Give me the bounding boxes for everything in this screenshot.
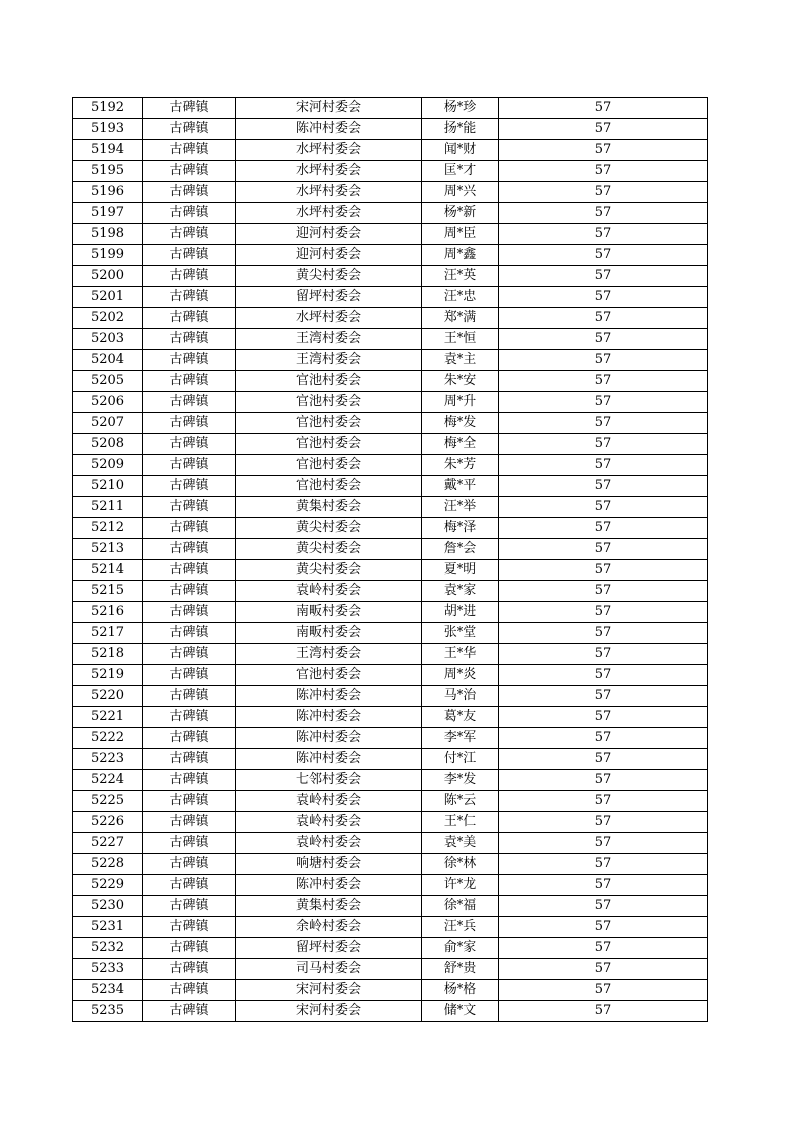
table-row: [73, 329, 708, 350]
row-number-cell: 5204: [73, 350, 143, 371]
person-name-cell: 杨*格: [422, 980, 499, 1001]
town-cell: 古碑镇: [143, 98, 236, 119]
amount-cell: 57: [499, 875, 708, 896]
table-row: [73, 455, 708, 476]
table-row: [73, 245, 708, 266]
town-cell: 古碑镇: [143, 266, 236, 287]
row-number-cell: 5232: [73, 938, 143, 959]
table-row: [73, 350, 708, 371]
table-row: [73, 791, 708, 812]
town-cell: 古碑镇: [143, 287, 236, 308]
amount-cell: 57: [499, 497, 708, 518]
row-number-cell: 5209: [73, 455, 143, 476]
person-name-cell: 汪*举: [422, 497, 499, 518]
village-committee-cell: 官池村委会: [236, 665, 422, 686]
table-row: [73, 203, 708, 224]
amount-cell: 57: [499, 476, 708, 497]
town-cell: 古碑镇: [143, 854, 236, 875]
town-cell: 古碑镇: [143, 770, 236, 791]
town-cell: 古碑镇: [143, 119, 236, 140]
village-committee-cell: 余岭村委会: [236, 917, 422, 938]
person-name-cell: 徐*林: [422, 854, 499, 875]
amount-cell: 57: [499, 812, 708, 833]
town-cell: 古碑镇: [143, 371, 236, 392]
person-name-cell: 胡*进: [422, 602, 499, 623]
town-cell: 古碑镇: [143, 455, 236, 476]
amount-cell: 57: [499, 224, 708, 245]
row-number-cell: 5225: [73, 791, 143, 812]
row-number-cell: 5235: [73, 1001, 143, 1022]
amount-cell: 57: [499, 119, 708, 140]
amount-cell: 57: [499, 833, 708, 854]
village-committee-cell: 陈冲村委会: [236, 875, 422, 896]
town-cell: 古碑镇: [143, 896, 236, 917]
amount-cell: 57: [499, 602, 708, 623]
table-row: [73, 749, 708, 770]
person-name-cell: 周*升: [422, 392, 499, 413]
amount-cell: 57: [499, 434, 708, 455]
row-number-cell: 5198: [73, 224, 143, 245]
person-name-cell: 梅*全: [422, 434, 499, 455]
person-name-cell: 郑*满: [422, 308, 499, 329]
village-committee-cell: 黄尖村委会: [236, 560, 422, 581]
table-row: [73, 728, 708, 749]
table-row: [73, 98, 708, 119]
person-name-cell: 闻*财: [422, 140, 499, 161]
village-committee-cell: 黄集村委会: [236, 896, 422, 917]
amount-cell: 57: [499, 728, 708, 749]
table-row: [73, 140, 708, 161]
row-number-cell: 5199: [73, 245, 143, 266]
amount-cell: 57: [499, 791, 708, 812]
row-number-cell: 5216: [73, 602, 143, 623]
amount-cell: 57: [499, 245, 708, 266]
person-name-cell: 梅*发: [422, 413, 499, 434]
table-row: [73, 182, 708, 203]
row-number-cell: 5231: [73, 917, 143, 938]
row-number-cell: 5227: [73, 833, 143, 854]
table-row: [73, 266, 708, 287]
village-committee-cell: 响塘村委会: [236, 854, 422, 875]
town-cell: 古碑镇: [143, 728, 236, 749]
person-name-cell: 李*发: [422, 770, 499, 791]
village-committee-cell: 迎河村委会: [236, 224, 422, 245]
village-committee-cell: 宋河村委会: [236, 1001, 422, 1022]
table-row: [73, 770, 708, 791]
table-row: [73, 119, 708, 140]
amount-cell: 57: [499, 287, 708, 308]
town-cell: 古碑镇: [143, 476, 236, 497]
village-committee-cell: 留坪村委会: [236, 938, 422, 959]
person-name-cell: 杨*珍: [422, 98, 499, 119]
amount-cell: 57: [499, 1001, 708, 1022]
row-number-cell: 5221: [73, 707, 143, 728]
person-name-cell: 詹*会: [422, 539, 499, 560]
row-number-cell: 5202: [73, 308, 143, 329]
village-committee-cell: 官池村委会: [236, 371, 422, 392]
town-cell: 古碑镇: [143, 308, 236, 329]
table-row: [73, 434, 708, 455]
table-row: [73, 644, 708, 665]
person-name-cell: 周*鑫: [422, 245, 499, 266]
row-number-cell: 5197: [73, 203, 143, 224]
town-cell: 古碑镇: [143, 350, 236, 371]
person-name-cell: 舒*贵: [422, 959, 499, 980]
person-name-cell: 朱*安: [422, 371, 499, 392]
village-committee-cell: 陈冲村委会: [236, 686, 422, 707]
table-row: [73, 308, 708, 329]
village-committee-cell: 官池村委会: [236, 434, 422, 455]
town-cell: 古碑镇: [143, 161, 236, 182]
row-number-cell: 5218: [73, 644, 143, 665]
amount-cell: 57: [499, 896, 708, 917]
person-name-cell: 梅*泽: [422, 518, 499, 539]
table-row: [73, 896, 708, 917]
row-number-cell: 5211: [73, 497, 143, 518]
table-row: [73, 560, 708, 581]
village-committee-cell: 官池村委会: [236, 413, 422, 434]
village-committee-cell: 官池村委会: [236, 476, 422, 497]
row-number-cell: 5224: [73, 770, 143, 791]
village-committee-cell: 南畈村委会: [236, 602, 422, 623]
person-name-cell: 许*龙: [422, 875, 499, 896]
row-number-cell: 5217: [73, 623, 143, 644]
town-cell: 古碑镇: [143, 644, 236, 665]
village-committee-cell: 袁岭村委会: [236, 791, 422, 812]
amount-cell: 57: [499, 707, 708, 728]
town-cell: 古碑镇: [143, 224, 236, 245]
amount-cell: 57: [499, 749, 708, 770]
row-number-cell: 5195: [73, 161, 143, 182]
table-row: [73, 224, 708, 245]
town-cell: 古碑镇: [143, 434, 236, 455]
amount-cell: 57: [499, 350, 708, 371]
town-cell: 古碑镇: [143, 245, 236, 266]
row-number-cell: 5215: [73, 581, 143, 602]
town-cell: 古碑镇: [143, 392, 236, 413]
row-number-cell: 5234: [73, 980, 143, 1001]
person-name-cell: 杨*新: [422, 203, 499, 224]
amount-cell: 57: [499, 518, 708, 539]
village-committee-cell: 袁岭村委会: [236, 833, 422, 854]
amount-cell: 57: [499, 959, 708, 980]
amount-cell: 57: [499, 455, 708, 476]
row-number-cell: 5210: [73, 476, 143, 497]
table-row: [73, 287, 708, 308]
table-row: [73, 581, 708, 602]
town-cell: 古碑镇: [143, 497, 236, 518]
person-name-cell: 张*堂: [422, 623, 499, 644]
row-number-cell: 5208: [73, 434, 143, 455]
amount-cell: 57: [499, 203, 708, 224]
amount-cell: 57: [499, 581, 708, 602]
row-number-cell: 5196: [73, 182, 143, 203]
village-committee-cell: 水坪村委会: [236, 161, 422, 182]
row-number-cell: 5226: [73, 812, 143, 833]
town-cell: 古碑镇: [143, 602, 236, 623]
amount-cell: 57: [499, 413, 708, 434]
amount-cell: 57: [499, 98, 708, 119]
row-number-cell: 5201: [73, 287, 143, 308]
person-name-cell: 袁*家: [422, 581, 499, 602]
person-name-cell: 徐*福: [422, 896, 499, 917]
person-name-cell: 朱*芳: [422, 455, 499, 476]
village-committee-cell: 七邻村委会: [236, 770, 422, 791]
amount-cell: 57: [499, 140, 708, 161]
amount-cell: 57: [499, 623, 708, 644]
person-name-cell: 扬*能: [422, 119, 499, 140]
person-name-cell: 袁*主: [422, 350, 499, 371]
amount-cell: 57: [499, 392, 708, 413]
town-cell: 古碑镇: [143, 980, 236, 1001]
village-committee-cell: 陈冲村委会: [236, 749, 422, 770]
amount-cell: 57: [499, 161, 708, 182]
amount-cell: 57: [499, 266, 708, 287]
row-number-cell: 5222: [73, 728, 143, 749]
row-number-cell: 5205: [73, 371, 143, 392]
town-cell: 古碑镇: [143, 329, 236, 350]
person-name-cell: 付*江: [422, 749, 499, 770]
town-cell: 古碑镇: [143, 791, 236, 812]
row-number-cell: 5194: [73, 140, 143, 161]
person-name-cell: 陈*云: [422, 791, 499, 812]
table-row: [73, 980, 708, 1001]
person-name-cell: 汪*兵: [422, 917, 499, 938]
person-name-cell: 储*文: [422, 1001, 499, 1022]
table-row: [73, 392, 708, 413]
row-number-cell: 5220: [73, 686, 143, 707]
person-name-cell: 匡*才: [422, 161, 499, 182]
person-name-cell: 王*仁: [422, 812, 499, 833]
amount-cell: 57: [499, 329, 708, 350]
person-name-cell: 葛*友: [422, 707, 499, 728]
row-number-cell: 5200: [73, 266, 143, 287]
person-name-cell: 周*兴: [422, 182, 499, 203]
town-cell: 古碑镇: [143, 833, 236, 854]
table-row: [73, 602, 708, 623]
row-number-cell: 5206: [73, 392, 143, 413]
village-committee-cell: 迎河村委会: [236, 245, 422, 266]
person-name-cell: 王*恒: [422, 329, 499, 350]
amount-cell: 57: [499, 938, 708, 959]
village-committee-cell: 司马村委会: [236, 959, 422, 980]
row-number-cell: 5230: [73, 896, 143, 917]
table-row: [73, 413, 708, 434]
amount-cell: 57: [499, 308, 708, 329]
table-row: [73, 917, 708, 938]
village-committee-cell: 留坪村委会: [236, 287, 422, 308]
village-committee-cell: 陈冲村委会: [236, 707, 422, 728]
table-row: [73, 1001, 708, 1022]
town-cell: 古碑镇: [143, 959, 236, 980]
person-name-cell: 汪*英: [422, 266, 499, 287]
table-row: [73, 497, 708, 518]
town-cell: 古碑镇: [143, 140, 236, 161]
table-row: [73, 539, 708, 560]
table-row: [73, 854, 708, 875]
village-committee-cell: 南畈村委会: [236, 623, 422, 644]
amount-cell: 57: [499, 539, 708, 560]
table-row: [73, 707, 708, 728]
town-cell: 古碑镇: [143, 203, 236, 224]
village-committee-cell: 宋河村委会: [236, 98, 422, 119]
village-committee-cell: 黄尖村委会: [236, 539, 422, 560]
table-row: [73, 518, 708, 539]
row-number-cell: 5203: [73, 329, 143, 350]
row-number-cell: 5193: [73, 119, 143, 140]
village-committee-cell: 水坪村委会: [236, 203, 422, 224]
table-row: [73, 833, 708, 854]
person-name-cell: 马*治: [422, 686, 499, 707]
person-name-cell: 俞*家: [422, 938, 499, 959]
town-cell: 古碑镇: [143, 665, 236, 686]
village-committee-cell: 官池村委会: [236, 455, 422, 476]
table-row: [73, 161, 708, 182]
village-committee-cell: 黄尖村委会: [236, 518, 422, 539]
village-committee-cell: 王湾村委会: [236, 329, 422, 350]
row-number-cell: 5223: [73, 749, 143, 770]
village-committee-cell: 陈冲村委会: [236, 119, 422, 140]
row-number-cell: 5214: [73, 560, 143, 581]
village-committee-cell: 黄集村委会: [236, 497, 422, 518]
amount-cell: 57: [499, 560, 708, 581]
table-row: [73, 959, 708, 980]
person-name-cell: 袁*美: [422, 833, 499, 854]
amount-cell: 57: [499, 644, 708, 665]
roster-table: [72, 97, 708, 1022]
table-row: [73, 686, 708, 707]
table-row: [73, 938, 708, 959]
person-name-cell: 戴*平: [422, 476, 499, 497]
row-number-cell: 5233: [73, 959, 143, 980]
town-cell: 古碑镇: [143, 413, 236, 434]
town-cell: 古碑镇: [143, 707, 236, 728]
table-row: [73, 623, 708, 644]
amount-cell: 57: [499, 371, 708, 392]
village-committee-cell: 陈冲村委会: [236, 728, 422, 749]
town-cell: 古碑镇: [143, 539, 236, 560]
town-cell: 古碑镇: [143, 938, 236, 959]
row-number-cell: 5229: [73, 875, 143, 896]
row-number-cell: 5219: [73, 665, 143, 686]
village-committee-cell: 王湾村委会: [236, 350, 422, 371]
amount-cell: 57: [499, 917, 708, 938]
town-cell: 古碑镇: [143, 182, 236, 203]
town-cell: 古碑镇: [143, 875, 236, 896]
town-cell: 古碑镇: [143, 623, 236, 644]
town-cell: 古碑镇: [143, 749, 236, 770]
town-cell: 古碑镇: [143, 1001, 236, 1022]
town-cell: 古碑镇: [143, 917, 236, 938]
person-name-cell: 夏*明: [422, 560, 499, 581]
village-committee-cell: 水坪村委会: [236, 308, 422, 329]
town-cell: 古碑镇: [143, 581, 236, 602]
table-row: [73, 476, 708, 497]
amount-cell: 57: [499, 182, 708, 203]
person-name-cell: 汪*忠: [422, 287, 499, 308]
person-name-cell: 周*臣: [422, 224, 499, 245]
town-cell: 古碑镇: [143, 686, 236, 707]
village-committee-cell: 宋河村委会: [236, 980, 422, 1001]
amount-cell: 57: [499, 980, 708, 1001]
table-row: [73, 665, 708, 686]
village-committee-cell: 水坪村委会: [236, 140, 422, 161]
amount-cell: 57: [499, 665, 708, 686]
amount-cell: 57: [499, 770, 708, 791]
row-number-cell: 5213: [73, 539, 143, 560]
amount-cell: 57: [499, 854, 708, 875]
village-committee-cell: 官池村委会: [236, 392, 422, 413]
row-number-cell: 5228: [73, 854, 143, 875]
roster-table-body: [73, 98, 708, 1022]
town-cell: 古碑镇: [143, 812, 236, 833]
village-committee-cell: 袁岭村委会: [236, 812, 422, 833]
town-cell: 古碑镇: [143, 560, 236, 581]
town-cell: 古碑镇: [143, 518, 236, 539]
table-row: [73, 875, 708, 896]
table-row: [73, 371, 708, 392]
village-committee-cell: 王湾村委会: [236, 644, 422, 665]
row-number-cell: 5207: [73, 413, 143, 434]
person-name-cell: 王*华: [422, 644, 499, 665]
person-name-cell: 周*炎: [422, 665, 499, 686]
village-committee-cell: 袁岭村委会: [236, 581, 422, 602]
row-number-cell: 5192: [73, 98, 143, 119]
table-row: [73, 812, 708, 833]
row-number-cell: 5212: [73, 518, 143, 539]
village-committee-cell: 黄尖村委会: [236, 266, 422, 287]
person-name-cell: 李*军: [422, 728, 499, 749]
amount-cell: 57: [499, 686, 708, 707]
village-committee-cell: 水坪村委会: [236, 182, 422, 203]
